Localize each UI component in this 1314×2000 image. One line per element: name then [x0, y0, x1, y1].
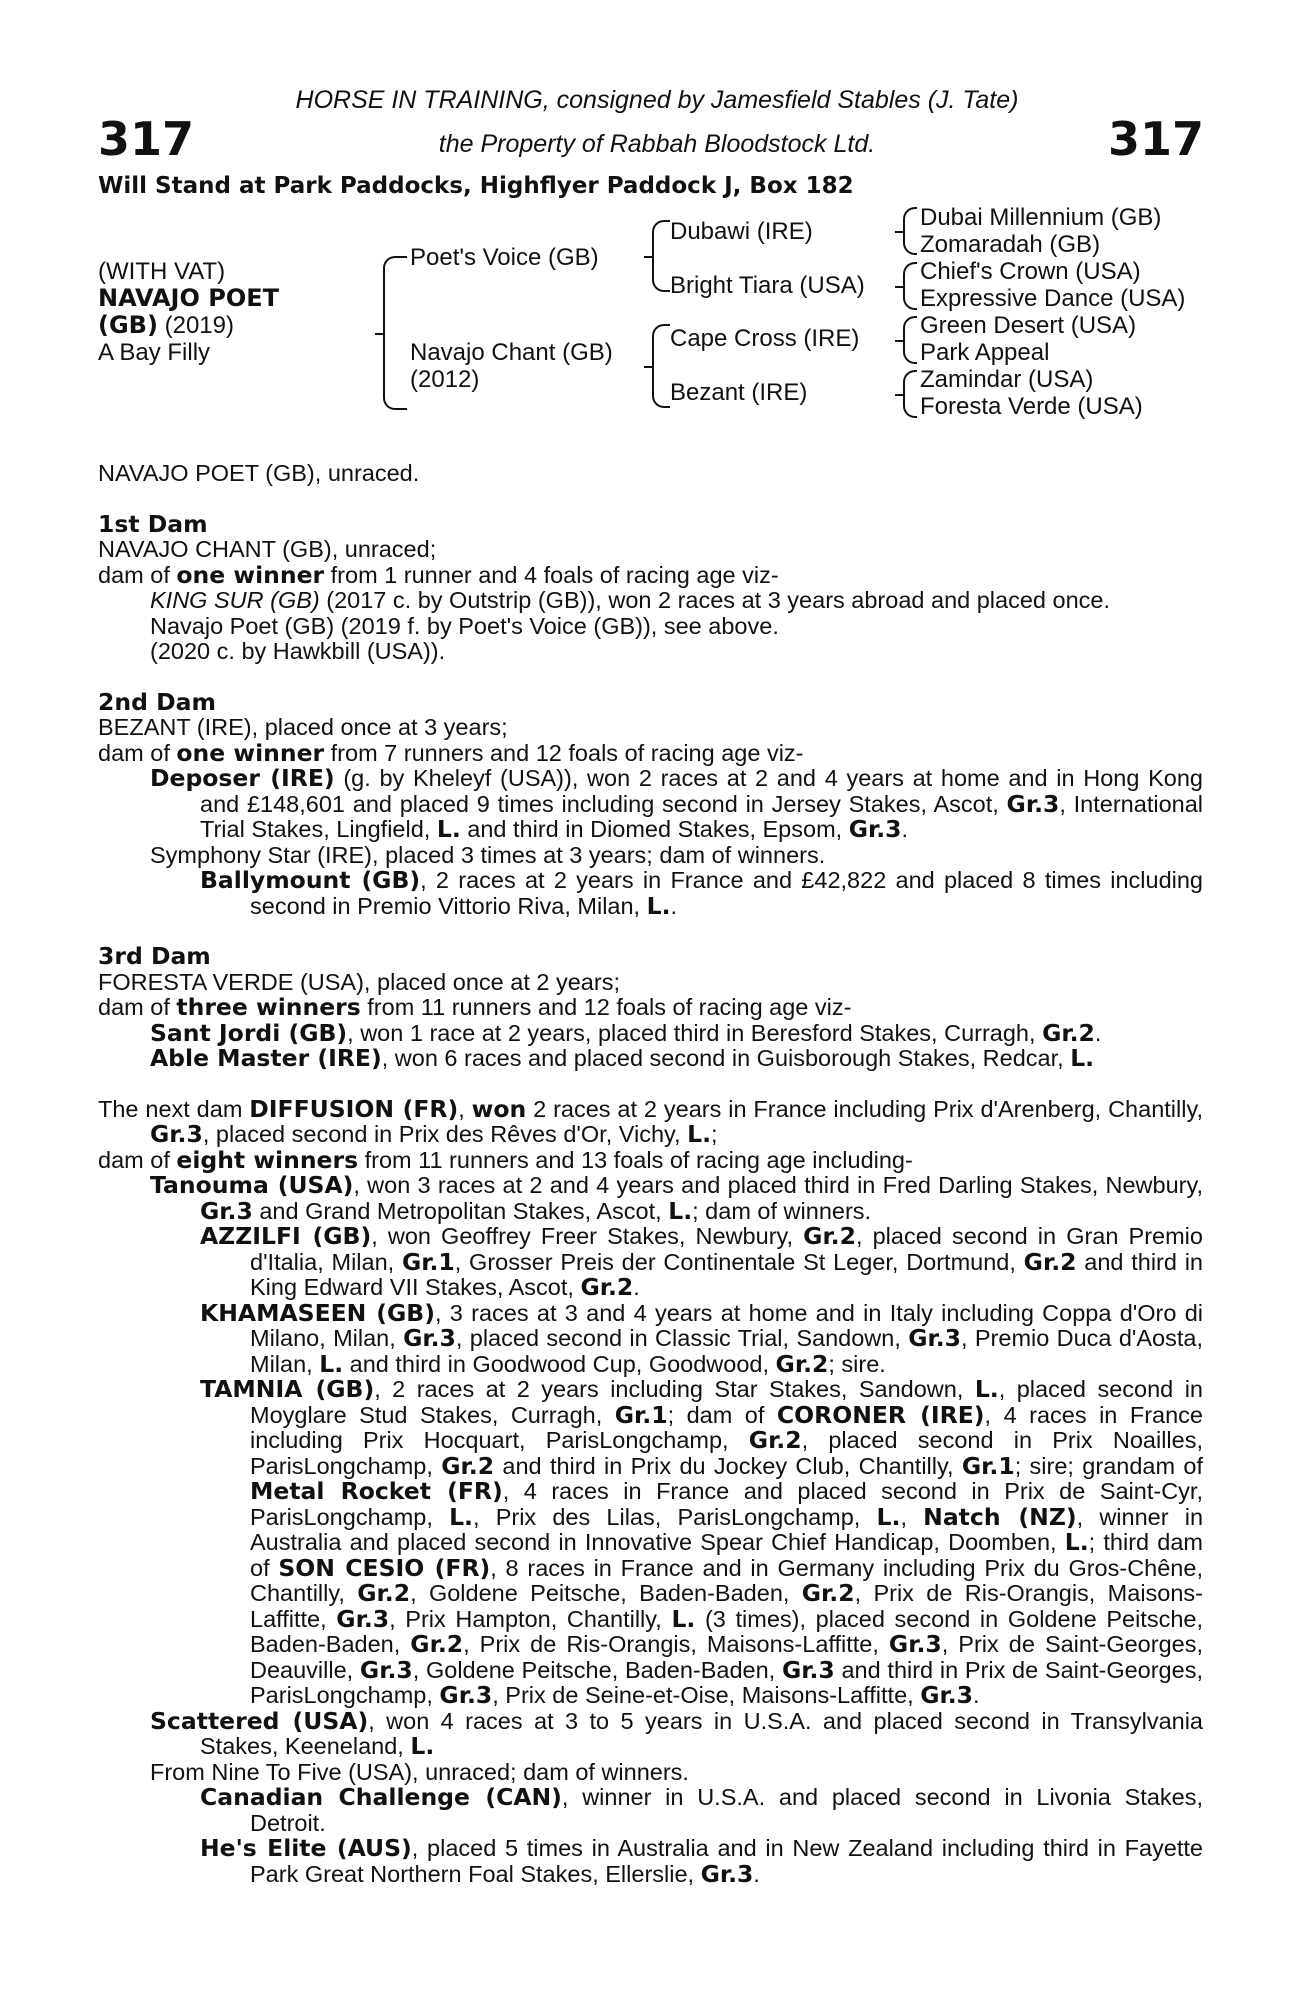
- catalogue-body: [98, 461, 1203, 1887]
- brace-main: [383, 256, 407, 410]
- horse-description: A Bay Filly: [98, 339, 211, 366]
- brace-sd: [903, 262, 917, 310]
- dam1-produce-2: Navajo Poet (GB) (2019 f. by Poet's Voice (GB)), see above.: [150, 612, 779, 639]
- dam2-heading: 2nd Dam: [98, 687, 216, 716]
- property-line: the Property of Rabbah Bloodstock Ltd.: [438, 130, 876, 158]
- horse-country-year: [98, 312, 234, 339]
- brace-ss: [903, 207, 917, 255]
- brace-sire: [652, 220, 670, 292]
- next-dam-line: The next dam DIFFUSION (FR), won 2 races at 2 years in France including Prix d'Arenberg, Chantilly, Gr.3, placed second in Prix des Rêves d'Or, Vichy, L.;: [98, 1094, 1203, 1148]
- azzilfi-entry: AZZILFI (GB), won Geoffrey Freer Stakes, Newbury, Gr.2, placed second in Gran Premio d'Italia, Milan, Gr.1, Grosser Preis der Continentale St Leger, Dortmund, Gr.2 and third in King Edward VII Stakes, Ascot, Gr.2.: [200, 1222, 1203, 1301]
- khamaseen-entry: KHAMASEEN (GB), 3 races at 3 and 4 years at home and in Italy including Coppa d'Oro di Milano, Milan, Gr.3, placed second in Classic Trial, Sandown, Gr.3, Premio Duca d'Aosta, Milan, L. and third in Goodwood Cup, Goodwood, Gr.2; sire.: [200, 1298, 1204, 1378]
- dam-name: Navajo Chant (GB): [410, 339, 613, 366]
- tamnia-entry: TAMNIA (GB), 2 races at 2 years including Star Stakes, Sandown, L., placed second in Moyglare Stud Stakes, Curragh, Gr.1; dam of CORONER (IRE), 4 races in France including Prix Hocquart, ParisLongchamp, Gr.2, placed second in Prix Noailles, ParisLongchamp, Gr.2 and third in Prix du Jockey Club, Chantilly, Gr.1; sire; grandam of Metal Rocket (FR), 4 races in France and placed second in Prix de Saint-Cyr, ParisLongchamp, L., Prix des Lilas, ParisLongchamp, L., Natch (NZ), winner in Australia and placed second in Innovative Spear Chief Handicap, Doomben, L.; third dam of SON CESIO (FR), 8 races in France and in Germany including Prix du Gros-Chêne, Chantilly, Gr.2, Goldene Peitsche, Baden-Baden, Gr.2, Prix de Ris-Orangis, Maisons-Laffitte, Gr.3, Prix Hampton, Chantilly, L. (3 times), placed second in Goldene Peitsche, Baden-Baden, Gr.2, Prix de Ris-Orangis, Maisons-Laffitte, Gr.3, Prix de Saint-Georges, Deauville, Gr.3, Goldene Peitsche, Baden-Baden, Gr.3 and third in Prix de Saint-Georges, ParisLongchamp, Gr.3, Prix de Seine-et-Oise, Maisons-Laffitte, Gr.3.: [200, 1375, 1204, 1709]
- horse-year: (2019): [164, 312, 234, 339]
- canadian-challenge-entry: Canadian Challenge (CAN), winner in U.S.A. and placed second in Livonia Stakes, Detroit.: [200, 1783, 1203, 1836]
- sire-name: Poet's Voice (GB): [410, 244, 599, 271]
- dam1-produce-1: KING SUR (GB) (2017 c. by Outstrip (GB)), won 2 races at 3 years abroad and placed once.: [150, 587, 1111, 613]
- hes-elite-entry: He's Elite (AUS), placed 5 times in Australia and in New Zealand including third in Fayette Park Great Northern Foal Stakes, Ellerslie, Gr.3.: [200, 1834, 1203, 1888]
- dam1-line2: dam of one winner from 1 runner and 4 foals of racing age viz-: [98, 560, 779, 589]
- dam-sire: Cape Cross (IRE): [670, 325, 860, 352]
- scattered-entry: Scattered (USA), won 4 races at 3 to 5 years in U.S.A. and placed second in Transylvania Stakes, Keeneland, L.: [150, 1706, 1204, 1760]
- from-nine-to-five-entry: From Nine To Five (USA), unraced; dam of winners.: [150, 1758, 689, 1785]
- sire-sire: Dubawi (IRE): [670, 218, 813, 245]
- lot-number-right: 317: [1107, 112, 1204, 166]
- ped-ssd: Zomaradah (GB): [920, 231, 1101, 258]
- dam2-produce-1: Deposer (IRE) (g. by Kheleyf (USA)), won 2 races at 2 and 4 years at home and in Hong Kong and £148,601 and placed 9 times including second in Jersey Stakes, Ascot, Gr.3, International Trial Stakes, Lingfield, L. and third in Diomed Stakes, Epsom, Gr.3.: [150, 764, 1203, 843]
- brace-dd: [903, 370, 917, 418]
- ped-dss: Green Desert (USA): [920, 312, 1137, 339]
- consignor-line: HORSE IN TRAINING, consigned by Jamesfield Stables (J. Tate): [295, 86, 1019, 114]
- stand-location: Will Stand at Park Paddocks, Highflyer Paddock J, Box 182: [98, 173, 854, 199]
- brace-ds: [903, 316, 917, 364]
- horse-name: [98, 285, 279, 312]
- dam3-line2: dam of three winners from 11 runners and 12 foals of racing age viz-: [98, 993, 852, 1021]
- ped-ddd: Foresta Verde (USA): [920, 393, 1143, 420]
- dam1-produce-3: (2020 c. by Hawkbill (USA)).: [150, 638, 446, 664]
- dam2-line1: BEZANT (IRE), placed once at 3 years;: [98, 714, 508, 740]
- vat-note: (WITH VAT): [98, 258, 226, 285]
- dam3-produce-2: Able Master (IRE), won 6 races and placed second in Guisborough Stakes, Redcar, L.: [150, 1044, 1095, 1072]
- dam-year: (2012): [410, 366, 480, 393]
- ped-sds: Chief's Crown (USA): [920, 258, 1141, 285]
- dam1-heading: 1st Dam: [98, 509, 208, 538]
- dam3-line1: FORESTA VERDE (USA), placed once at 2 years;: [98, 968, 620, 995]
- horse-country: (GB): [98, 311, 158, 339]
- dam1-line1: NAVAJO CHANT (GB), unraced;: [98, 536, 437, 562]
- dam2-grandproduce-1: Ballymount (GB), 2 races at 2 years in France and £42,822 and placed 8 times including second in Premio Vittorio Riva, Milan, L..: [200, 866, 1203, 920]
- lot-number-left: 317: [98, 112, 195, 166]
- ped-sss: Dubai Millennium (GB): [920, 204, 1162, 231]
- dam3-produce-1: Sant Jordi (GB), won 1 race at 2 years, placed third in Beresford Stakes, Curragh, Gr.2.: [150, 1018, 1102, 1047]
- horse-name-text: NAVAJO POET: [98, 284, 279, 312]
- ped-dds: Zamindar (USA): [920, 366, 1094, 393]
- next-dam-winners: dam of eight winners from 11 runners and 13 foals of racing age including-: [98, 1145, 913, 1174]
- intro-line: NAVAJO POET (GB), unraced.: [98, 460, 420, 486]
- tanouma-entry: Tanouma (USA), won 3 races at 2 and 4 years and placed third in Fred Darling Stakes, Newbury, Gr.3 and Grand Metropolitan Stakes, Ascot, L.; dam of winners.: [150, 1171, 1203, 1225]
- dam2-line2: dam of one winner from 7 runners and 12 foals of racing age viz-: [98, 738, 804, 767]
- dam2-produce-2: Symphony Star (IRE), placed 3 times at 3 years; dam of winners.: [150, 841, 826, 868]
- brace-dam: [652, 324, 670, 408]
- sire-dam: Bright Tiara (USA): [670, 272, 865, 299]
- ped-dsd: Park Appeal: [920, 339, 1050, 366]
- dam-dam: Bezant (IRE): [670, 379, 808, 406]
- ped-sdd: Expressive Dance (USA): [920, 285, 1186, 312]
- dam3-heading: 3rd Dam: [98, 942, 211, 970]
